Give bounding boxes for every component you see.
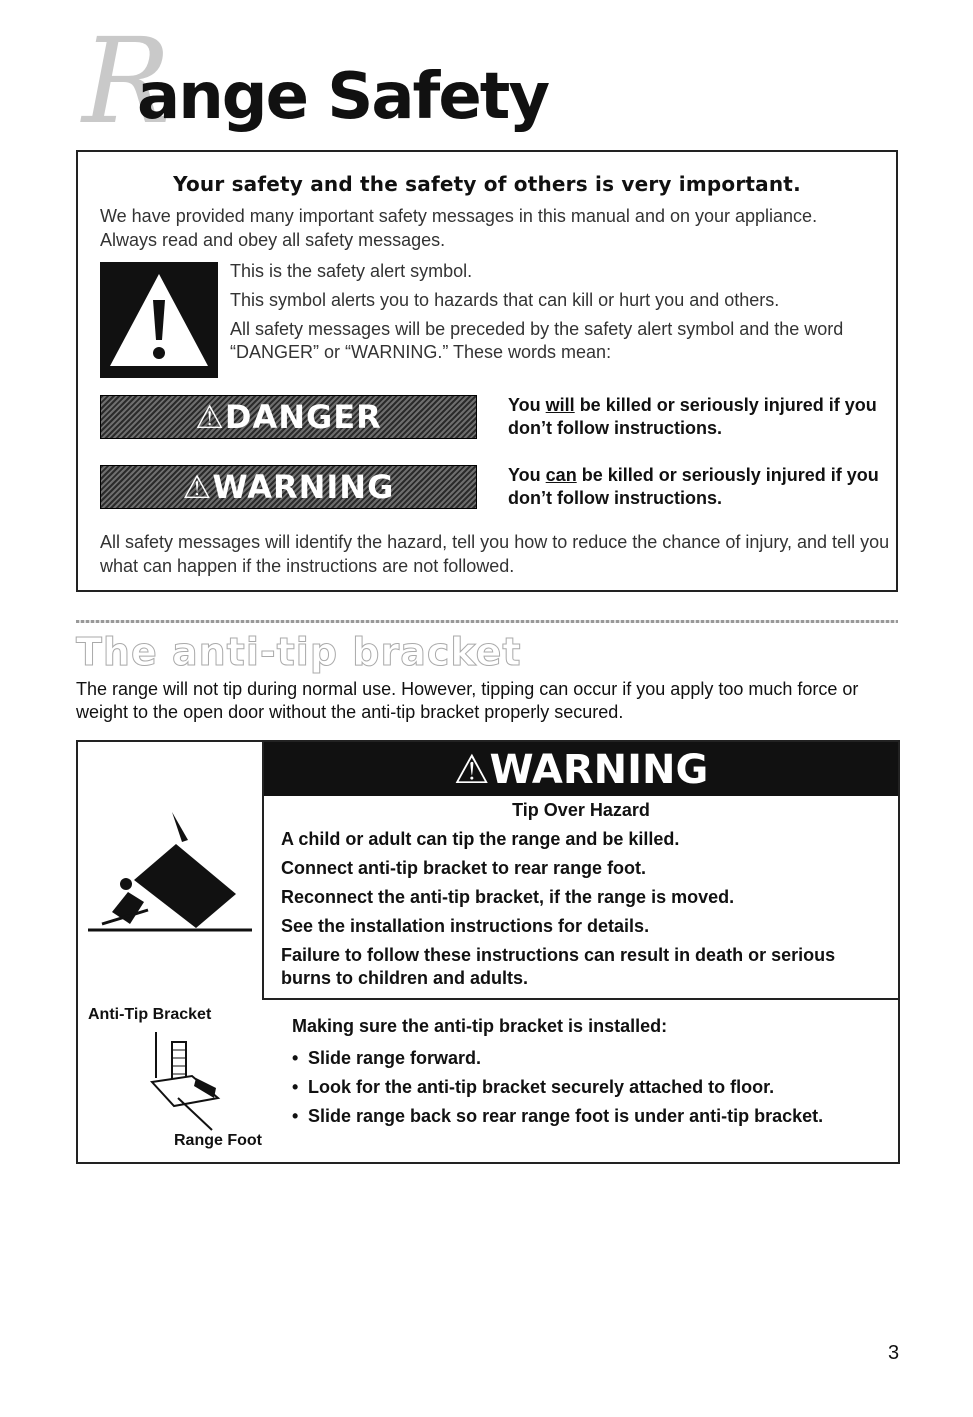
alert-explanation — [230, 260, 890, 370]
hazard-line: See the installation instructions for details. — [281, 916, 650, 936]
alert-line: All safety messages will be preceded by the safety alert symbol and the word “DANGER” or “WARNING.” These words mean: — [230, 319, 844, 362]
hazard-instructions — [281, 828, 881, 996]
hazard-title: Tip Over Hazard — [512, 800, 650, 820]
hazard-line: A child or adult can tip the range and be killed. — [281, 829, 680, 849]
warning-signal-word — [100, 465, 477, 509]
bullet-icon: • — [292, 1106, 299, 1126]
check-item — [292, 1073, 892, 1102]
check-item-text: Slide range forward. — [308, 1048, 482, 1068]
safety-intro: We have provided many important safety messages in this manual and on your appliance. Always read and obey all safety messages. — [100, 206, 818, 250]
tip-over-warning-box — [76, 740, 900, 1164]
tipping-range-illustration — [88, 804, 252, 934]
warning-desc-pre: You — [508, 465, 546, 485]
warning-description — [508, 464, 888, 510]
warning-desc-post: be killed or seriously injured if you don’t follow instructions. — [508, 465, 879, 508]
section-body: The range will not tip during normal use. However, tipping can occur if you apply too much force or weight to the open door without the anti-tip bracket properly secured. — [76, 679, 859, 722]
check-item-text: Look for the anti-tip bracket securely attached to floor. — [308, 1077, 775, 1097]
danger-label: ⚠DANGER — [195, 398, 382, 436]
danger-description — [508, 394, 888, 440]
alert-line: This is the safety alert symbol. — [230, 261, 473, 281]
bullet-icon: • — [292, 1077, 299, 1097]
page-title — [82, 12, 682, 150]
check-item-text: Slide range back so rear range foot is under anti-tip bracket. — [308, 1106, 824, 1126]
title-initial: R — [82, 12, 171, 150]
hazard-line: Connect anti-tip bracket to rear range foot. — [281, 858, 647, 878]
danger-desc-post: be killed or seriously injured if you don’t follow instructions. — [508, 395, 877, 438]
safety-alert-icon — [100, 262, 218, 378]
anti-tip-bracket-label: Anti-Tip Bracket — [88, 1006, 212, 1023]
warning-label: ⚠WARNING — [182, 468, 395, 506]
warning-header: ⚠WARNING — [264, 742, 898, 796]
divider — [262, 998, 898, 1000]
danger-desc-emphasis: will — [545, 395, 575, 415]
safety-closing: All safety messages will identify the hazard, tell you how to reduce the chance of injury, and tell you what can happen if the instructions are not followed. — [100, 532, 890, 576]
hazard-line: Reconnect the anti-tip bracket, if the range is moved. — [281, 887, 735, 907]
anti-tip-bracket-illustration — [138, 1028, 238, 1132]
safety-heading: Your safety and the safety of others is very important. — [173, 172, 801, 196]
range-foot-label: Range Foot — [174, 1132, 262, 1149]
danger-signal-word — [100, 395, 477, 439]
bullet-icon: • — [292, 1048, 299, 1068]
check-item — [292, 1044, 892, 1073]
danger-desc-pre: You — [508, 395, 546, 415]
check-item — [292, 1102, 892, 1131]
title-text: ange Safety — [137, 60, 549, 134]
check-heading: Making sure the anti-tip bracket is installed: — [292, 1016, 668, 1036]
warning-desc-emphasis: can — [545, 465, 577, 485]
check-list — [292, 1044, 892, 1131]
page-number: 3 — [888, 1342, 900, 1364]
section-title: The anti-tip bracket — [76, 630, 522, 674]
safety-message-box — [76, 150, 898, 592]
section-divider — [76, 620, 898, 623]
alert-line: This symbol alerts you to hazards that can kill or hurt you and others. — [230, 290, 780, 310]
hazard-line: Failure to follow these instructions can result in death or serious burns to children and adults. — [281, 945, 836, 988]
